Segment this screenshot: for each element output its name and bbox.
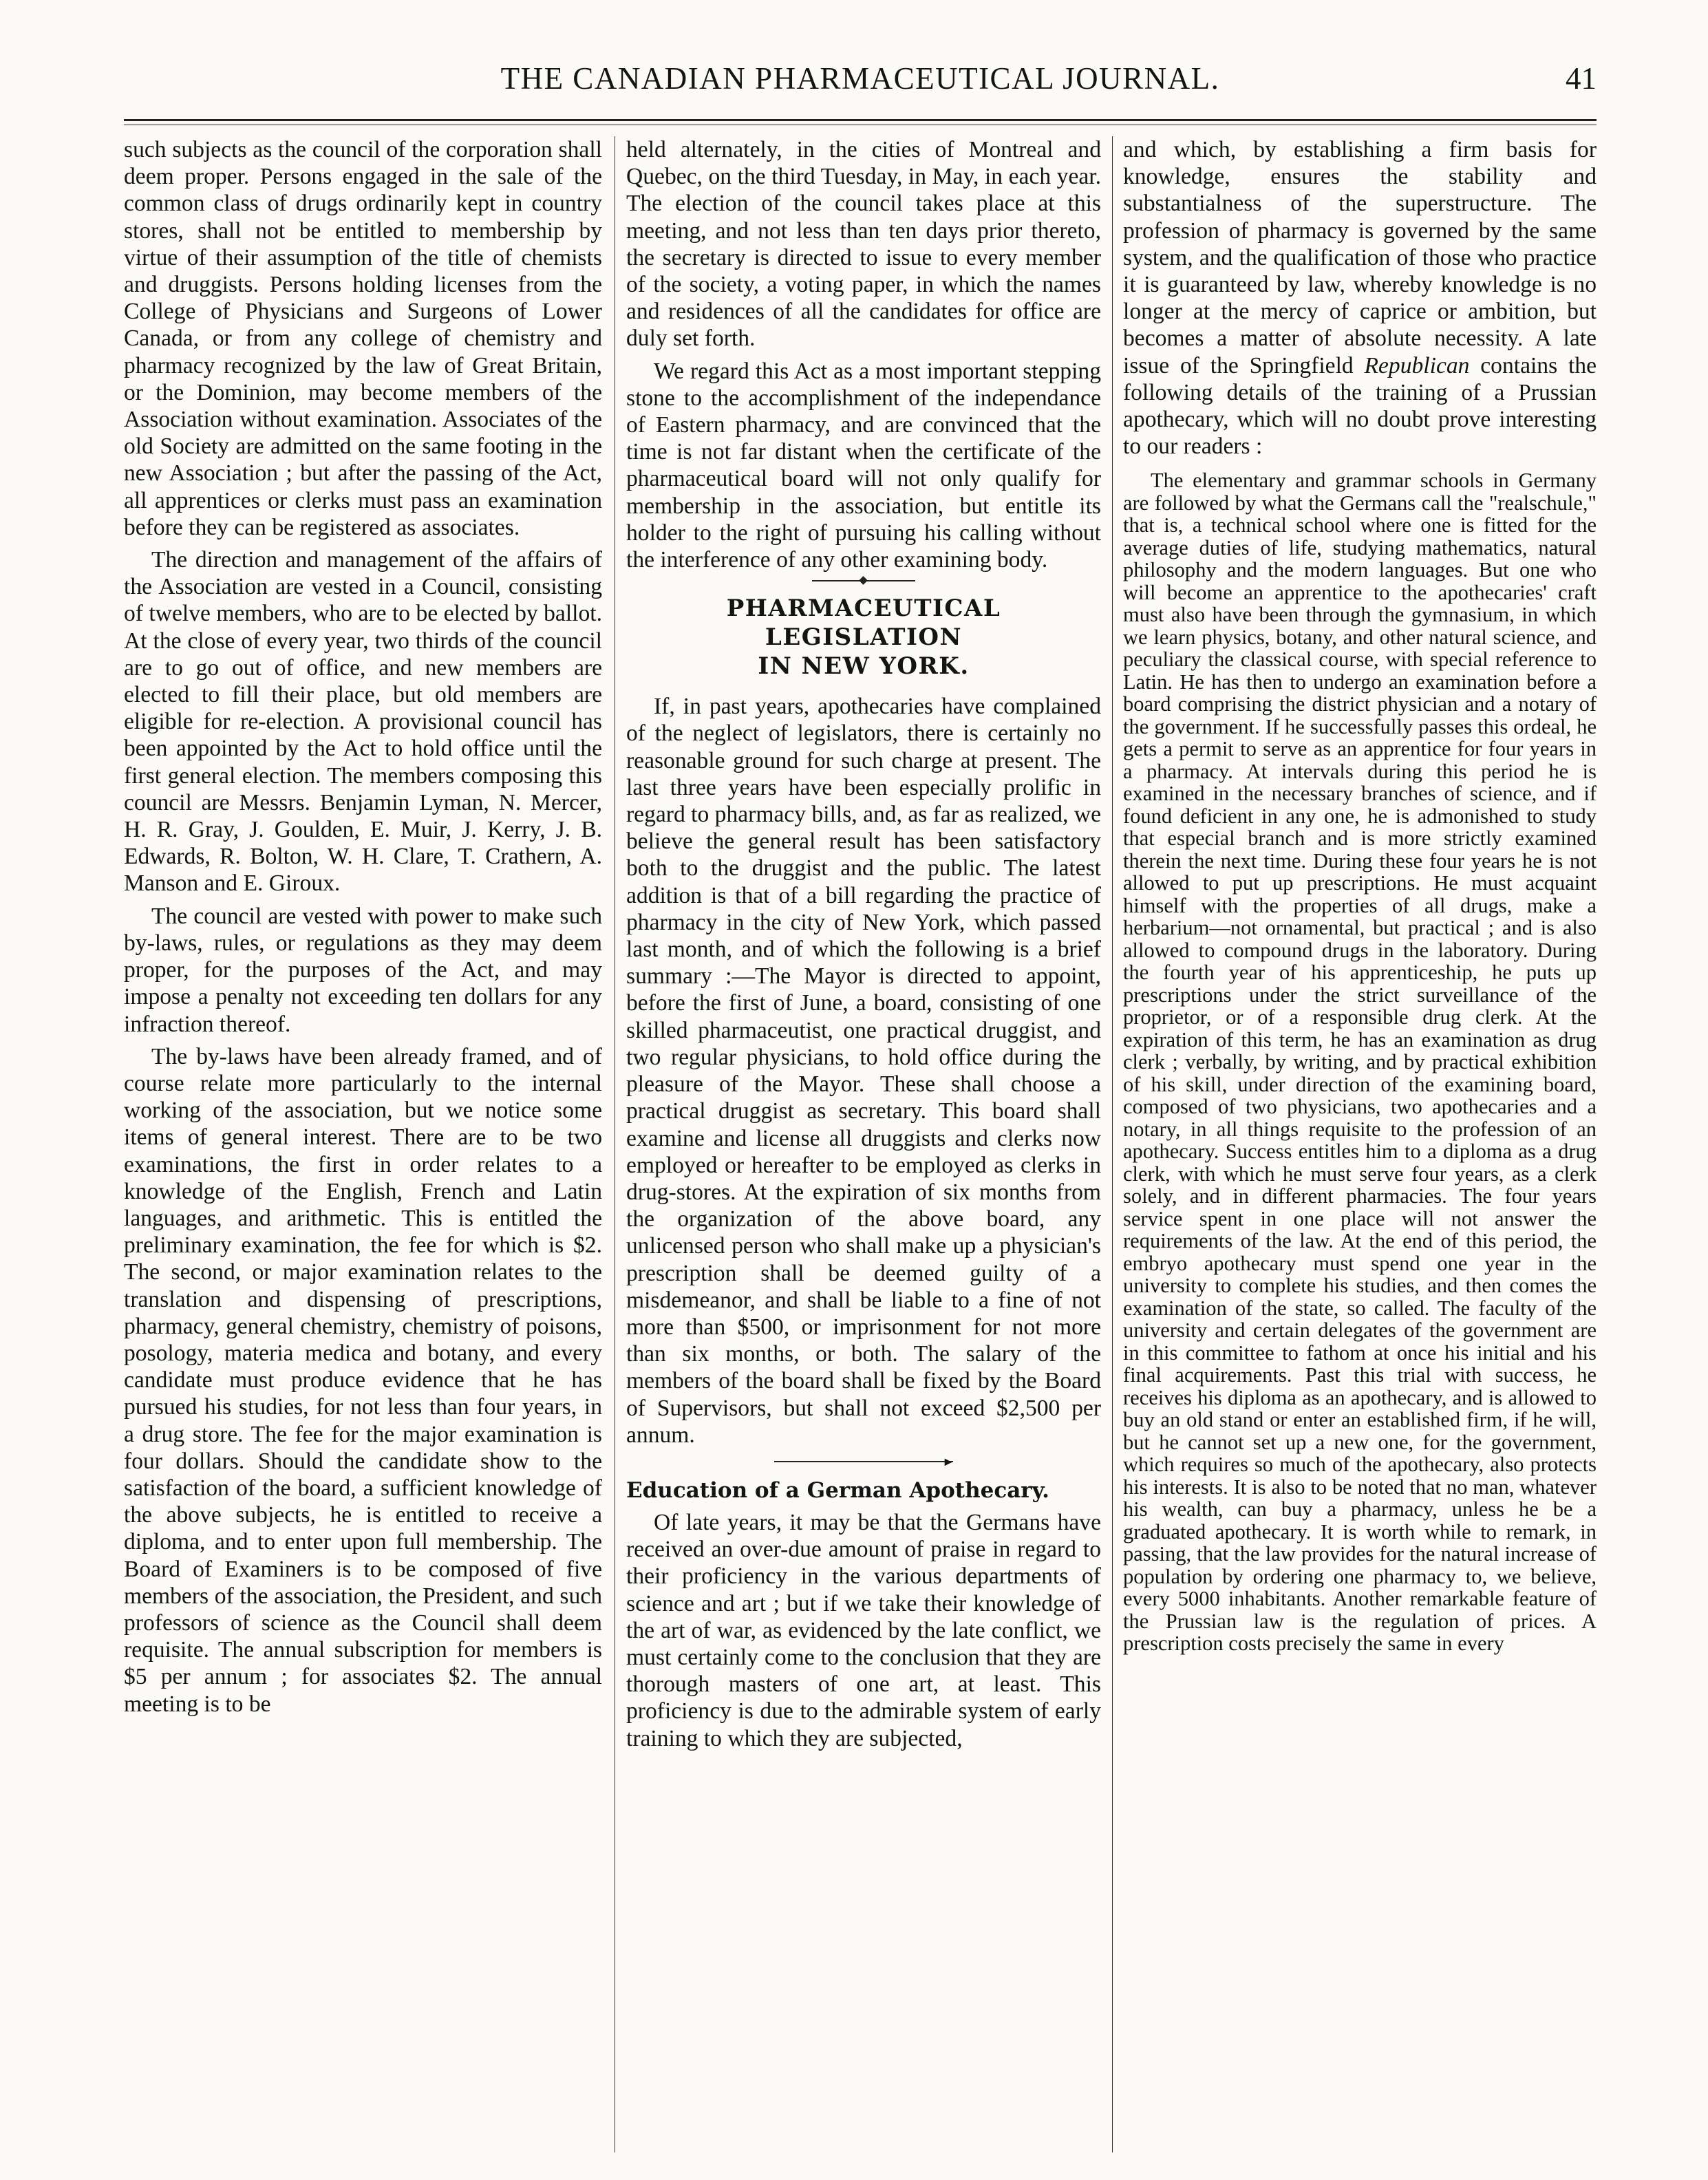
text-run: contains the following details of the training of a Prussian apothecary, which will no doubt prove interesting to our readers : <box>1123 352 1597 460</box>
paragraph: The by-laws have been already framed, and of course relate more particularly to the internal working of the association, but we notice some items of general interest. There are to be two examinations, the first in order relates to a knowledge of the English, French and Latin languages, and arithmetic. This is entitled the preliminary examination, the fee for which is $2. The second, or major examination relates to the translation and dispensing of prescriptions, pharmacy, general chemistry, chemistry of poisons, posology, materia medica and botany, and every candidate must produce evidence that he has pursued his studies, for not less than four years, in a drug store. The fee for the major examination is four dollars. Should the candidate show to the satisfaction of the board, a sufficient knowledge of the above subjects, he is entitled to receive a diploma, and to enter upon full membership. The Board of Examiners is to be composed of five members of the association, the President, and such professors of science as the Council shall deem requisite. The annual subscription for members is $5 per annum ; for associates $2. The annual meeting is to be <box>124 1043 602 1717</box>
page-number: 41 <box>1566 61 1597 96</box>
heading-line-1: PHARMACEUTICAL LEGISLATION <box>726 595 1001 652</box>
paragraph: We regard this Act as a most important stepping stone to the accomplishment of the independance of Eastern pharmacy, and are convinced that the time is not far distant when the certificate of the pharmaceutical board will not only qualify for membership in the association, but entitle its holder to the right of pursuing his calling without the interference of any other examining body. <box>626 358 1101 573</box>
section-heading <box>626 594 1101 681</box>
page-header <box>124 61 1597 106</box>
column-divider-2 <box>1112 136 1113 2152</box>
text-run: and which, by establishing a firm basis for knowledge, ensures the stability and substantialness of the superstructure. The profession of pharmacy is governed by the same system, and the qualification of those who practice it is guaranteed by law, whereby knowledge is no longer at the mercy of caprice or ambition, but becomes a matter of absolute necessity. A late issue of the Springfield <box>1123 137 1597 378</box>
paragraph: such subjects as the council of the corporation shall deem proper. Persons engaged in the sale of the common class of drugs ordinarily kept in country stores, shall not be entitled to membership by virtue of their assumption of the title of chemists and druggists. Persons holding licenses from the College of Physicians and Surgeons of Lower Canada, or from any college of chemistry and pharmacy recognized by the law of Great Britain, or the Dominion, may become members of the Association without examination. Associates of the old Society are admitted on the same footing in the new Association ; but after the passing of the Act, all apprentices or clerks must pass an examination before they can be registered as associates. <box>124 137 602 540</box>
column-1 <box>124 136 602 2146</box>
section-divider <box>812 580 915 583</box>
paragraph <box>1123 136 1597 460</box>
paragraph: If, in past years, apothecaries have complained of the neglect of legislators, there is certainly no reasonable ground for such charge at present. The last three years have been especially prolific in regard to pharmacy bills, and, as far as realized, we believe the general result has been satisfactory both to the druggist and the public. The latest addition is that of a bill regarding the practice of pharmacy in the city of New York, which passed last month, and of which the following is a brief summary :—The Mayor is directed to appoint, before the first of June, a board, consisting of one skilled pharmaceutist, one practical druggist, and two regular physicians, to hold office during the pleasure of the Mayor. These shall choose a practical druggist as secretary. This board shall examine and license all druggists and clerks now employed or hereafter to be employed as clerks in drug-stores. At the expiration of six months from the organization of the above board, any unlicensed person who shall make up a physician's prescription shall be deemed guilty of a misdemeanor, and shall be liable to a fine of not more than $500, or imprisonment for not more than six months, or both. The salary of the members of the board shall be fixed by the Board of Supervisors, but shall not exceed $2,500 per annum. <box>626 694 1101 1448</box>
paragraph: The direction and management of the affairs of the Association are vested in a Council, consisting of twelve members, who are to be elected by ballot. At the close of every year, two thirds of the council are to go out of office, and new members are elected to fill their place, but old members are eligible for re-election. A provisional council has been appointed by the Act to hold office until the first general election. The members composing this council are Messrs. Benjamin Lyman, N. Mercer, H. R. Gray, J. Goulden, E. Muir, J. Kerry, J. B. Edwards, R. Bolton, W. H. Clare, T. Crathern, A. Manson and E. Giroux. <box>124 547 602 897</box>
header-rule <box>124 119 1597 125</box>
diamond-ornament <box>859 576 868 585</box>
subsection-heading: Education of a German Apothecary. <box>626 1477 1049 1503</box>
arrow-ornament: ► <box>942 1454 954 1468</box>
paragraph: Of late years, it may be that the Germans have received an over-due amount of praise in regard to their proficiency in the various departments of science and art ; but if we take their knowledge of the art of war, as evidenced by the late conflict, we must certainly come to the conclusion that they are thorough masters of one art, at least. This proficiency is due to the admirable system of early training to which they are subjected, <box>626 1509 1101 1751</box>
newspaper-name: Republican <box>1364 352 1470 378</box>
paragraph: The elementary and grammar schools in Germany are followed by what the Germans call the "realschule," that is, a technical school where one is fitted for the average duties of life, studying mathematics, natural philosophy and the modern languages. But one who will become an apprentice to the apothecaries' craft must also have been through the gymnasium, in which we learn physics, botany, and other natural science, and peculiary the classical course, with special reference to Latin. He has then to undergo an examination before a board comprising the district physician and a notary of the government. If he successfully passes this ordeal, he gets a permit to serve as an apprentice for four years in a pharmacy. At intervals during this period he is examined in the necessary branches of science, and if found deficient in any one, he is admonished to study that especial branch and is more strictly examined therein the next time. During these four years he is not allowed to put up prescriptions. He must acquaint himself with the properties of all drugs, make a herbarium—not ornamental, but practical ; and is also allowed to compound drugs in the laboratory. During the fourth year of his apprenticeship, he puts up prescriptions under the strict surveillance of the proprietor, or of a responsible drug clerk. At the expiration of this term, he has an examination as drug clerk ; verbally, by writing, and by practical exhibition of his skill, under direction of the examining board, composed of two physicians, two apothecaries and a notary, in all things requisite to the profession of an apothecary. Success entitles him to a diploma as a drug clerk, with which he must serve four years, as a clerk solely, and in different pharmacies. The four years service spent in one place will not answer the requirements of the law. At the end of this period, the embryo apothecary must spend one year in the university to complete his studies, and then comes the examination of the state, so called. The faculty of the university and certain delegates of the government are in this committee to fathom at once his initial and his final acquirements. Past this trial with success, he receives his diploma as an apothecary, and is allowed to buy an old stand or enter an established firm, if he will, but he cannot set up a new one, for the government, which requires so much of the apothecary, also protects his interests. It is also to be noted that no man, whatever his wealth, can buy a pharmacy, unless he be a graduated apothecary. It is worth while to remark, in passing, that the law provides for the natural increase of population by ordering one pharmacy to, we believe, every 5000 inhabitants. Another remarkable feature of the Prussian law is the regulation of prices. A prescription costs precisely the same in every <box>1123 469 1597 1656</box>
column-3 <box>1123 136 1597 2146</box>
heading-line-2: IN NEW YORK. <box>758 652 970 681</box>
quoted-passage <box>1123 469 1597 1655</box>
paragraph: The council are vested with power to make such by-laws, rules, or regulations as they may deem proper, for the purposes of the Act, and may impose a penalty not exceeding ten dollars for any infraction thereof. <box>124 903 602 1037</box>
section-divider <box>774 1454 954 1468</box>
paragraph: held alternately, in the cities of Montreal and Quebec, on the third Tuesday, in May, in each year. The election of the council takes place at this meeting, and not less than ten days prior thereto, the secretary is directed to issue to every member of the society, a voting paper, in which the names and residences of all the candidates for office are duly set forth. <box>626 137 1101 352</box>
column-2 <box>626 136 1101 2146</box>
journal-title: THE CANADIAN PHARMACEUTICAL JOURNAL. <box>500 61 1220 96</box>
